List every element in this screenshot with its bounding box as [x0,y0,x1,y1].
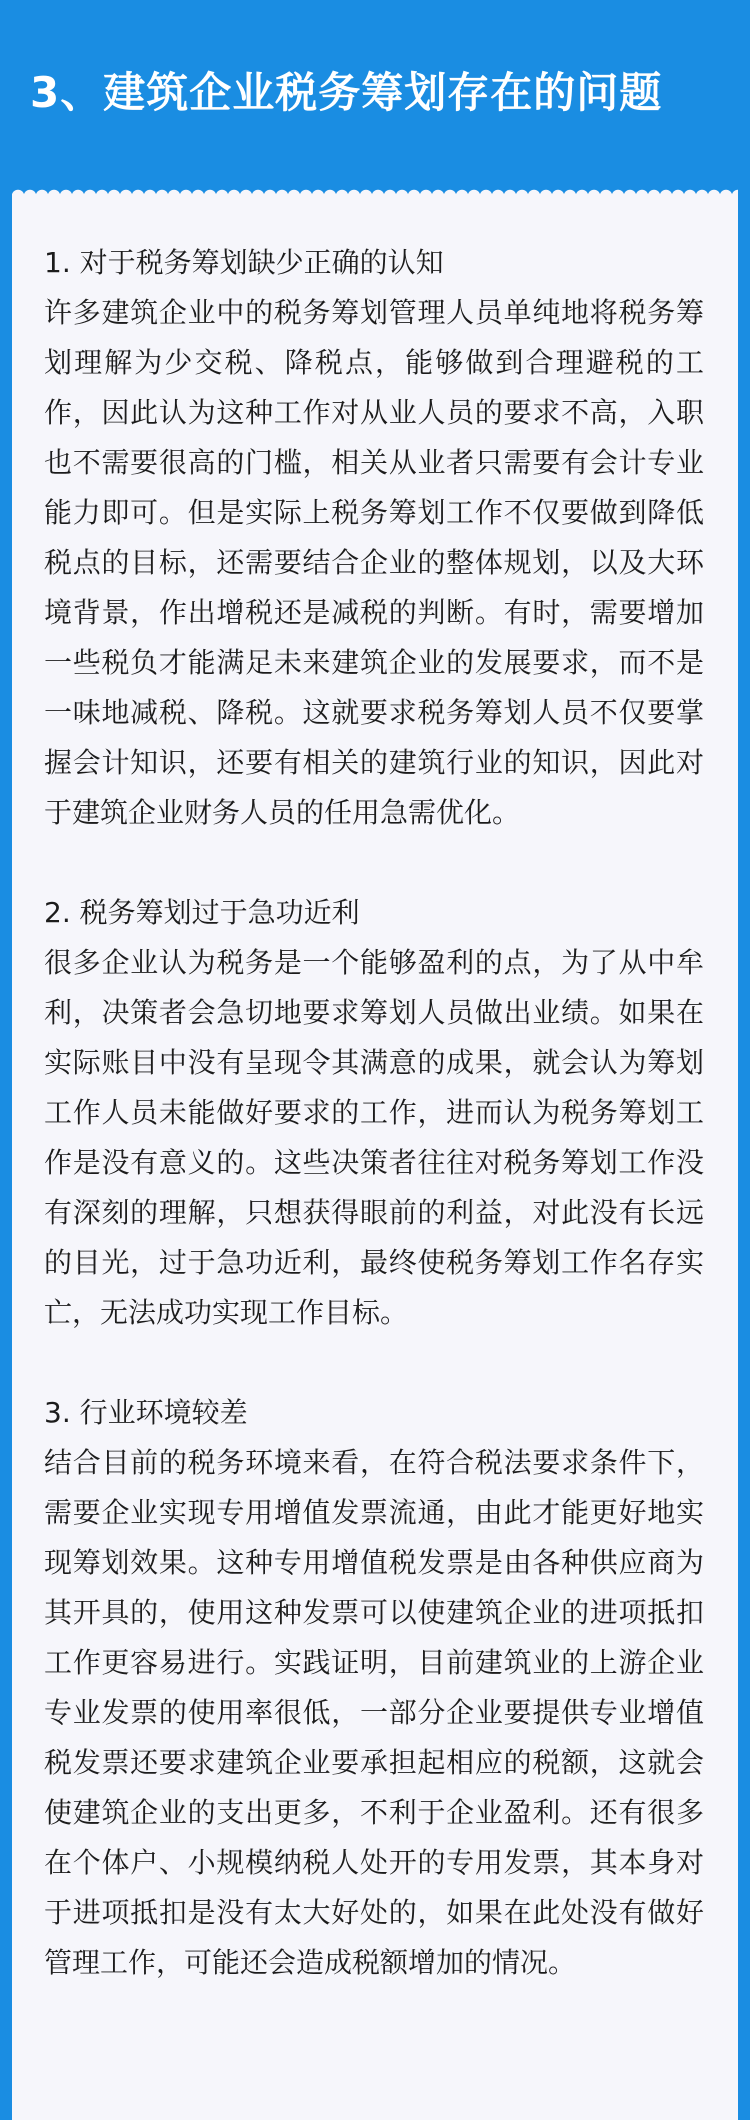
section-industry-environment [44,1388,704,1988]
header-banner [0,0,750,180]
section-body: 许多建筑企业中的税务筹划管理人员单纯地将税务筹划理解为少交税、降税点，能够做到合理避税的工作，因此认为这种工作对从业人员的要求不高，入职也不需要很高的门槛，相关从业者只需要有会计专业能力即可。但是实际上税务筹划工作不仅要做到降低税点的目标，还需要结合企业的整体规划，以及大环境背景，作出增税还是减税的判断。有时，需要增加一些税负才能满足未来建筑企业的发展要求，而不是一味地减税、降税。这就要求税务筹划人员不仅要掌握会计知识，还要有相关的建筑行业的知识，因此对于建筑企业财务人员的任用急需优化。 [44,296,704,829]
section-short-term-gain [44,888,704,1338]
section-body: 很多企业认为税务是一个能够盈利的点，为了从中牟利，决策者会急切地要求筹划人员做出业绩。如果在实际账目中没有呈现令其满意的成果，就会认为筹划工作人员未能做好要求的工作，进而认为税务筹划工作是没有意义的。这些决策者往往对税务筹划工作没有深刻的理解，只想获得眼前的利益，对此没有长远的目光，过于急功近利，最终使税务筹划工作名存实亡，无法成功实现工作目标。 [44,946,704,1329]
article-content [44,238,704,2038]
section-heading: 2. 税务筹划过于急功近利 [44,896,360,929]
section-cognition [44,238,704,838]
section-heading: 1. 对于税务筹划缺少正确的认知 [44,246,444,279]
section-body: 结合目前的税务环境来看，在符合税法要求条件下，需要企业实现专用增值发票流通，由此才能更好地实现筹划效果。这种专用增值税发票是由各种供应商为其开具的，使用这种发票可以使建筑企业的进项抵扣工作更容易进行。实践证明，目前建筑业的上游企业专业发票的使用率很低，一部分企业要提供专业增值税发票还要求建筑企业要承担起相应的税额，这就会使建筑企业的支出更多，不利于企业盈利。还有很多在个体户、小规模纳税人处开的专用发票，其本身对于进项抵扣是没有太大好处的，如果在此处没有做好管理工作，可能还会造成税额增加的情况。 [44,1446,704,1979]
page-title: 3、建筑企业税务筹划存在的问题 [30,68,663,117]
section-heading: 3. 行业环境较差 [44,1396,248,1429]
